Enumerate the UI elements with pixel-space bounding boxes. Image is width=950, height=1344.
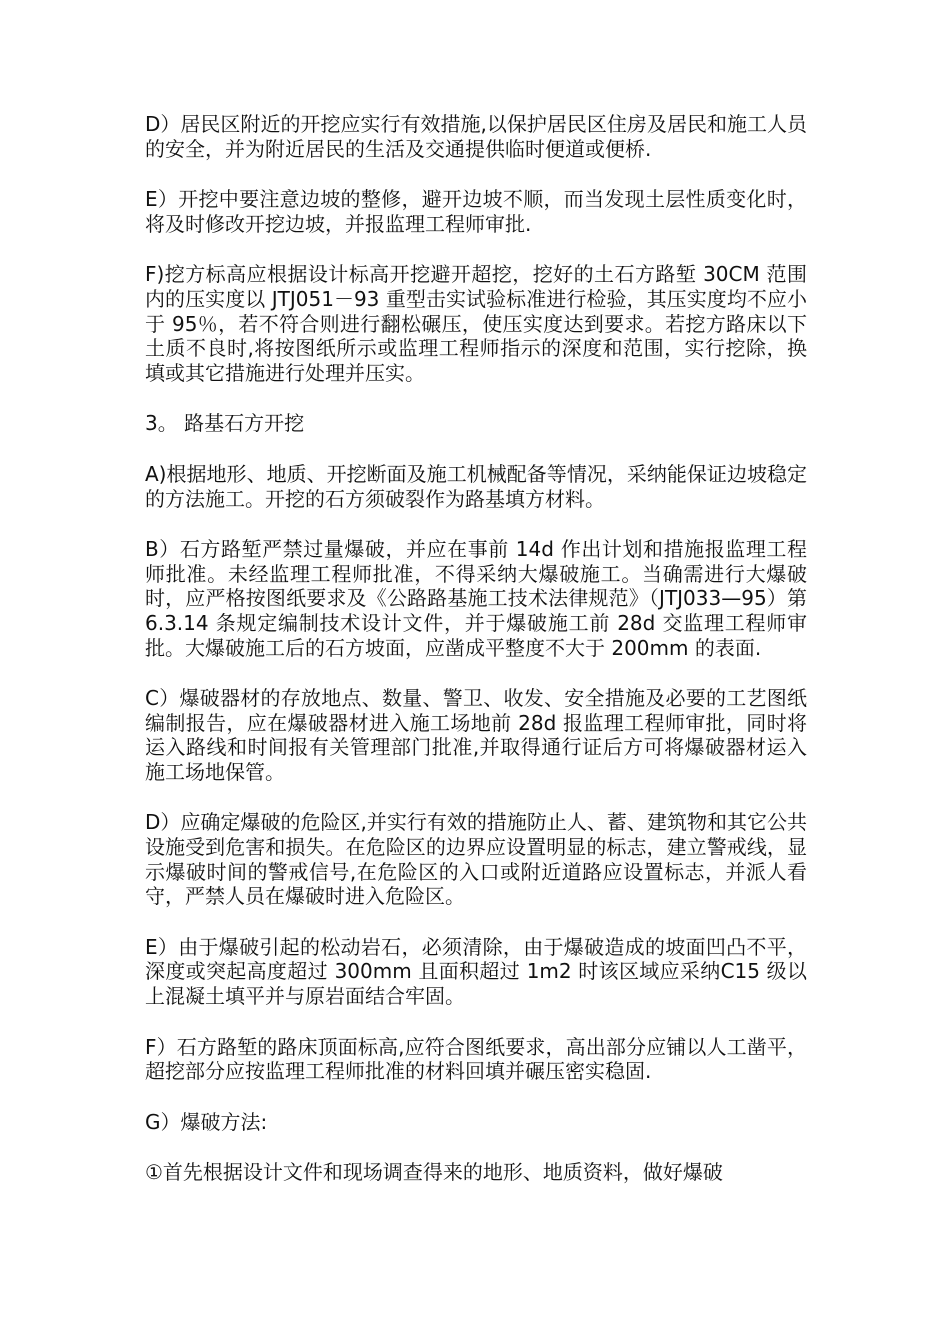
paragraph-d-danger-zone: D）应确定爆破的危险区,并实行有效的措施防止人、蓄、建筑物和其它公共设施受到危害和损失。在危险区的边界应设置明显的标志，建立警戒线，显示爆破时间的警戒信号,在危险区的入口或附近道路应设置标志，并派人看守，严禁人员在爆破时进入危险区。 [145,810,807,909]
paragraph-d-residential: D）居民区附近的开挖应实行有效措施,以保护居民区住房及居民和施工人员的安全，并为附近居民的生活及交通提供临时便道或便桥. [145,112,807,161]
paragraph-g-blasting-method: G）爆破方法: [145,1109,268,1134]
paragraph-e-slope: E）开挖中要注意边坡的整修，避开边坡不顺，而当发现土层性质变化时，将及时修改开挖边坡，并报监理工程师审批. [145,187,807,236]
section-heading-rock-excavation: 3。 路基石方开挖 [145,411,305,436]
paragraph-c-explosives-storage: C）爆破器材的存放地点、数量、警卫、收发、安全措施及必要的工艺图纸编制报告，应在爆破器材进入施工场地前 28d 报监理工程师审批，同时将运入路线和时间报有关管理部门批准,并取得通行证后方可将爆破器材运入施工场地保管。 [145,686,807,784]
paragraph-step-1: ①首先根据设计文件和现场调查得来的地形、地质资料，做好爆破 [145,1160,723,1185]
paragraph-f-excavation-elevation: F)挖方标高应根据设计标高开挖避开超挖，挖好的土石方路堑 30CM 范围内的压实度以 JTJ051－93 重型击实试验标准进行检验，其压实度均不应小于 95％，若不符合则进行翻松碾压，使压实度达到要求。若挖方路床以下土质不良时,将按图纸所示或监理工程师指示的深度和范围，实行挖除，换填或其它措施进行处理并压实。 [145,262,807,385]
paragraph-b-blasting-plan: B）石方路堑严禁过量爆破，并应在事前 14d 作出计划和措施报监理工程师批准。未经监理工程师批准，不得采纳大爆破施工。当确需进行大爆破时，应严格按图纸要求及《公路路基施工技术法律规范》（JTJ033—95）第 6.3.14 条规定编制技术设计文件，并于爆破施工前 28d 交监理工程师审批。大爆破施工后的石方坡面，应凿成平整度不大于 200mm 的表面. [145,537,807,660]
paragraph-a-terrain: A)根据地形、地质、开挖断面及施工机械配备等情况，采纳能保证边坡稳定的方法施工。开挖的石方须破裂作为路基填方材料。 [145,461,807,511]
document-page [145,112,807,1211]
paragraph-f-subgrade-top: F）石方路堑的路床顶面标高,应符合图纸要求，高出部分应铺以人工凿平，超挖部分应按监理工程师批准的材料回填并碾压密实稳固. [145,1034,807,1084]
paragraph-e-loose-rock: E）由于爆破引起的松动岩石，必须清除，由于爆破造成的坡面凹凸不平，深度或突起高度超过 300mm 且面积超过 1m2 时该区域应采纳C15 级以上混凝土填平并与原岩面结合牢固。 [145,934,807,1009]
